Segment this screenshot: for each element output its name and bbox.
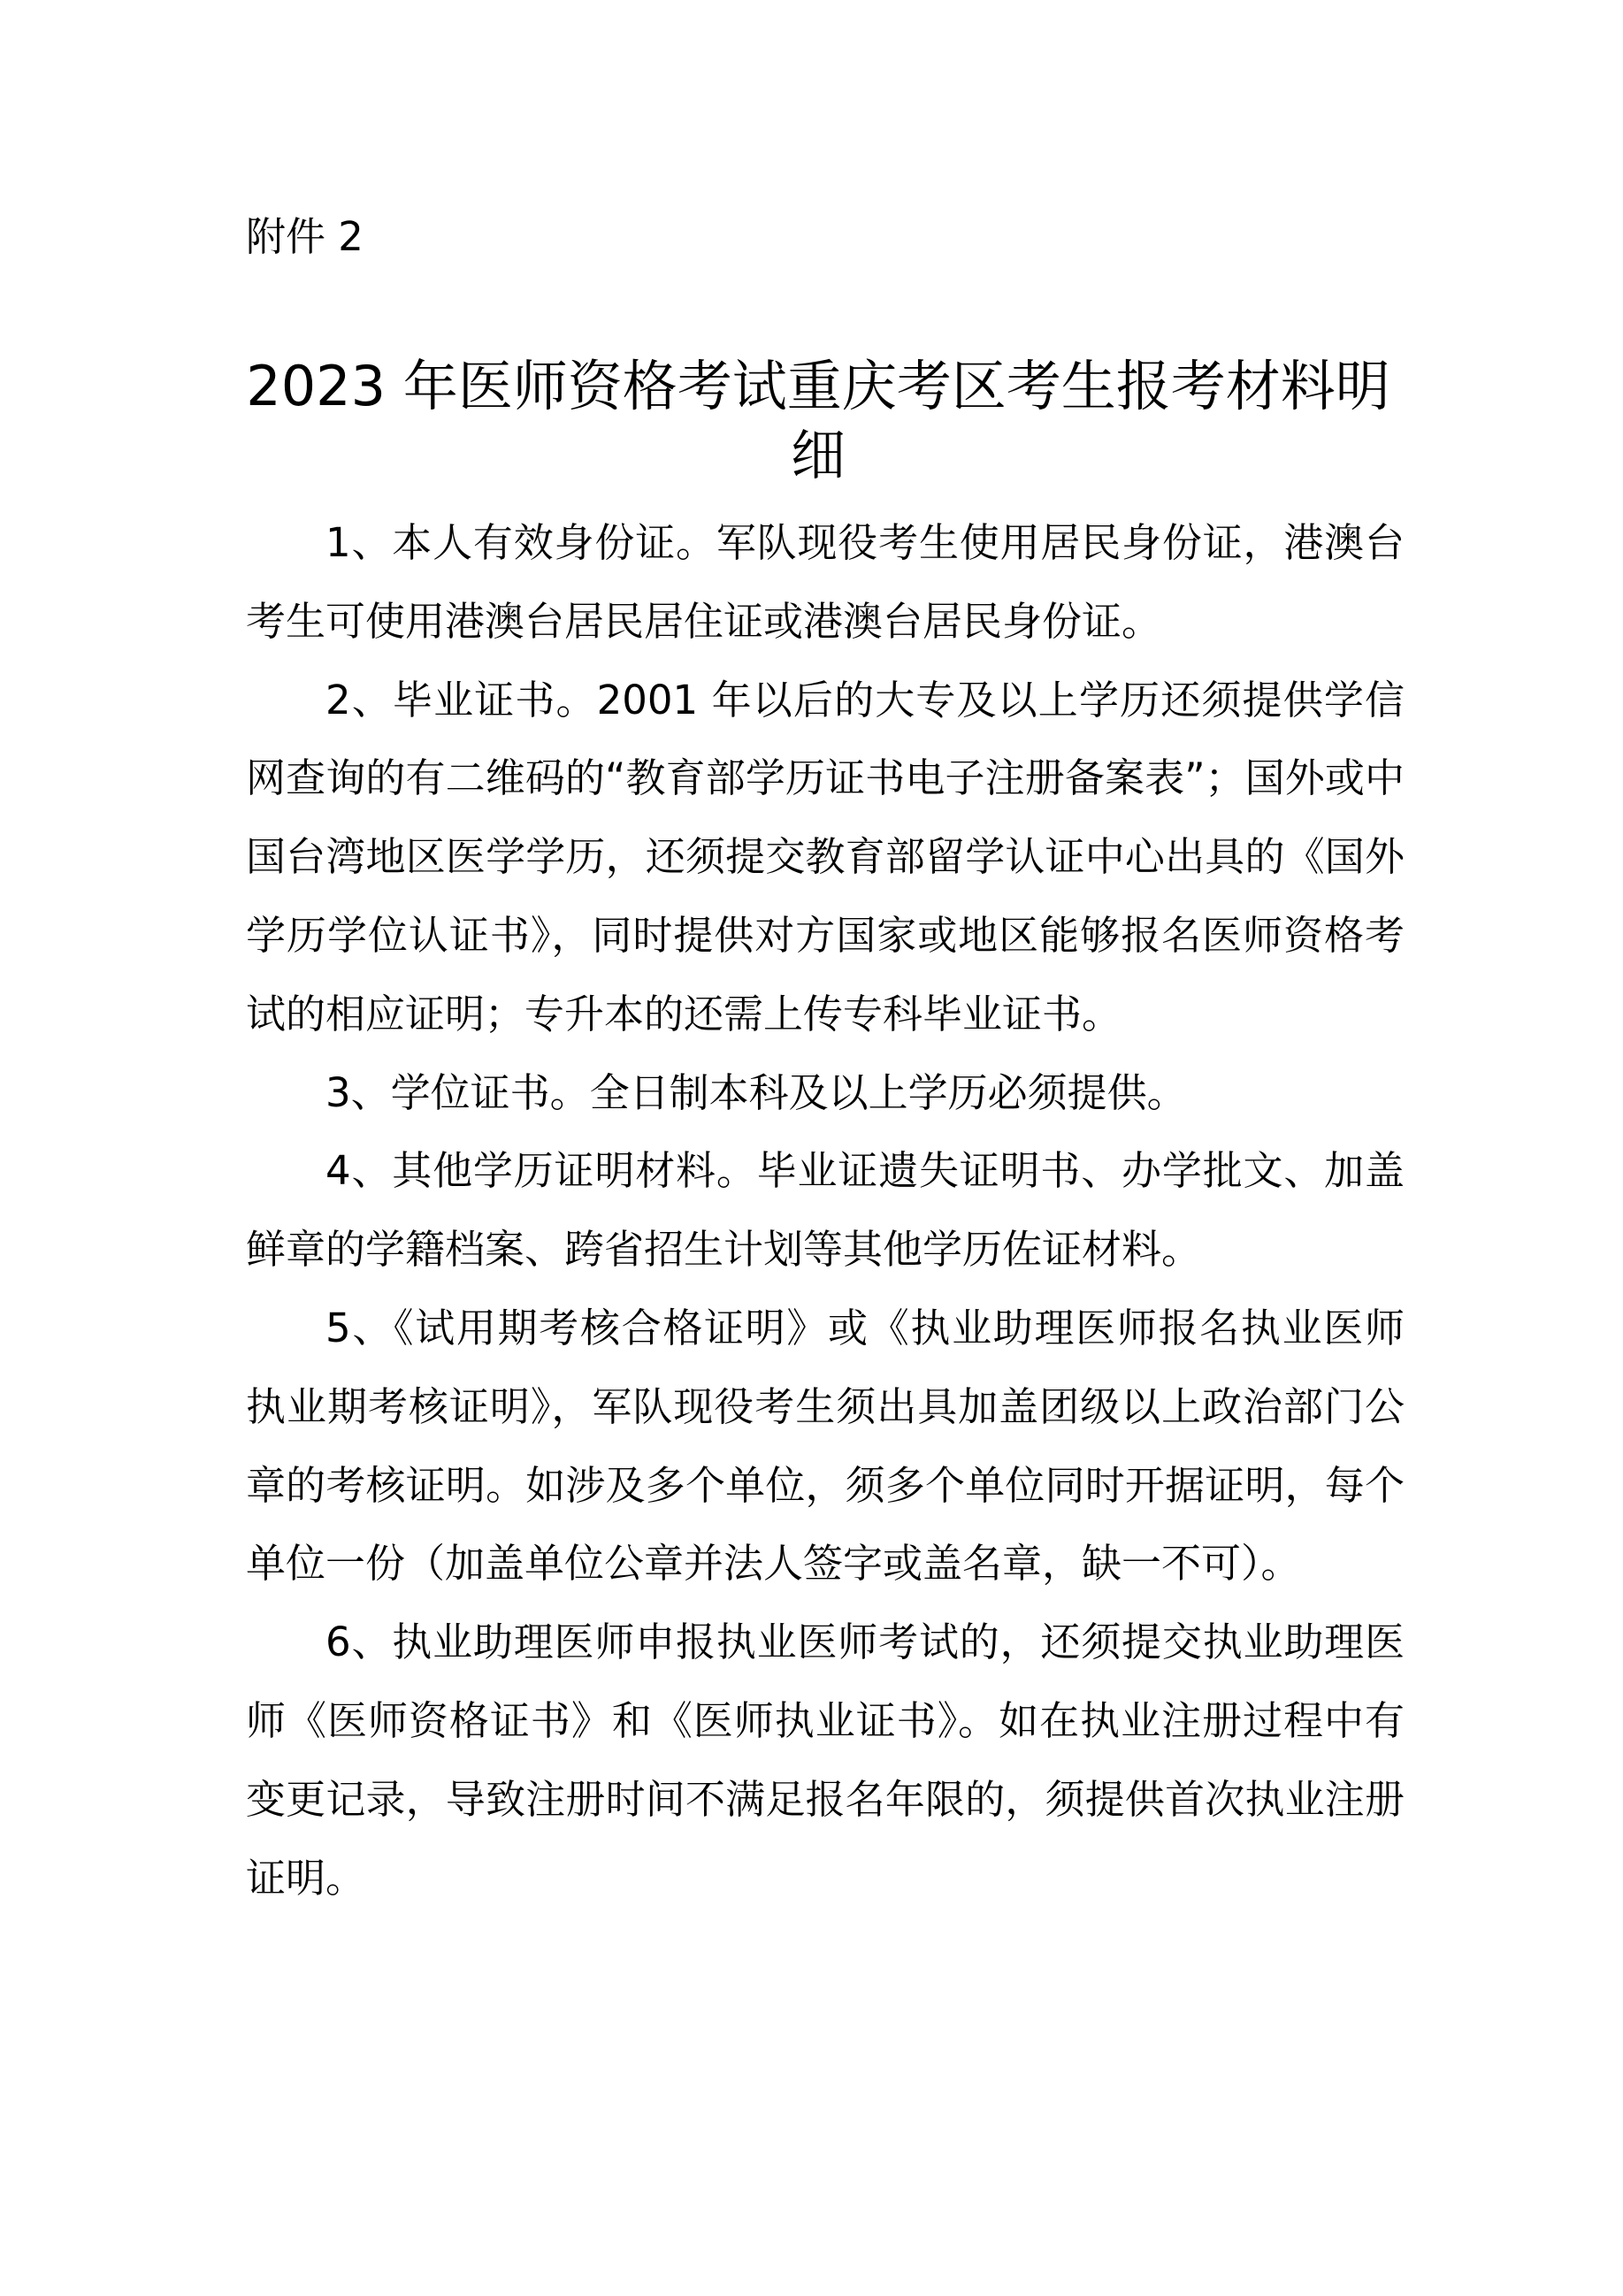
document-body [246, 504, 1405, 1917]
paragraph-diploma: 2、毕业证书。2001 年以后的大专及以上学历还须提供学信网查询的有二维码的“教育部学历证书电子注册备案表”；国外或中国台湾地区医学学历，还须提交教育部留学认证中心出具的《国外学历学位认证书》，同时提供对方国家或地区能够报名医师资格考试的相应证明；专升本的还需上传专科毕业证书。 [246, 676, 1405, 1037]
paragraph-degree-certificate: 3、学位证书。全日制本科及以上学历必须提供。 [325, 1068, 1187, 1116]
paragraph-probation-assessment: 5、《试用期考核合格证明》或《执业助理医师报名执业医师执业期考核证明》，军队现役考生须出具加盖团级以上政治部门公章的考核证明。如涉及多个单位，须多个单位同时开据证明，每个单位一份（加盖单位公章并法人签字或盖名章，缺一不可）。 [246, 1304, 1405, 1588]
attachment-label: 附件 2 [246, 213, 364, 260]
document-title: 2023 年医师资格考试重庆考区考生报考材料明细 [246, 354, 1390, 487]
paragraph-id-card: 1、本人有效身份证。军队现役考生使用居民身份证，港澳台考生可使用港澳台居民居住证或港澳台居民身份证。 [246, 519, 1405, 645]
paragraph-other-education-proof: 4、其他学历证明材料。毕业证遗失证明书、办学批文、加盖鲜章的学籍档案、跨省招生计划等其他学历佐证材料。 [246, 1147, 1405, 1274]
paragraph-assistant-physician: 6、执业助理医师申报执业医师考试的，还须提交执业助理医师《医师资格证书》和《医师执业证书》。如在执业注册过程中有变更记录，导致注册时间不满足报名年限的，须提供首次执业注册证明。 [246, 1619, 1405, 1902]
